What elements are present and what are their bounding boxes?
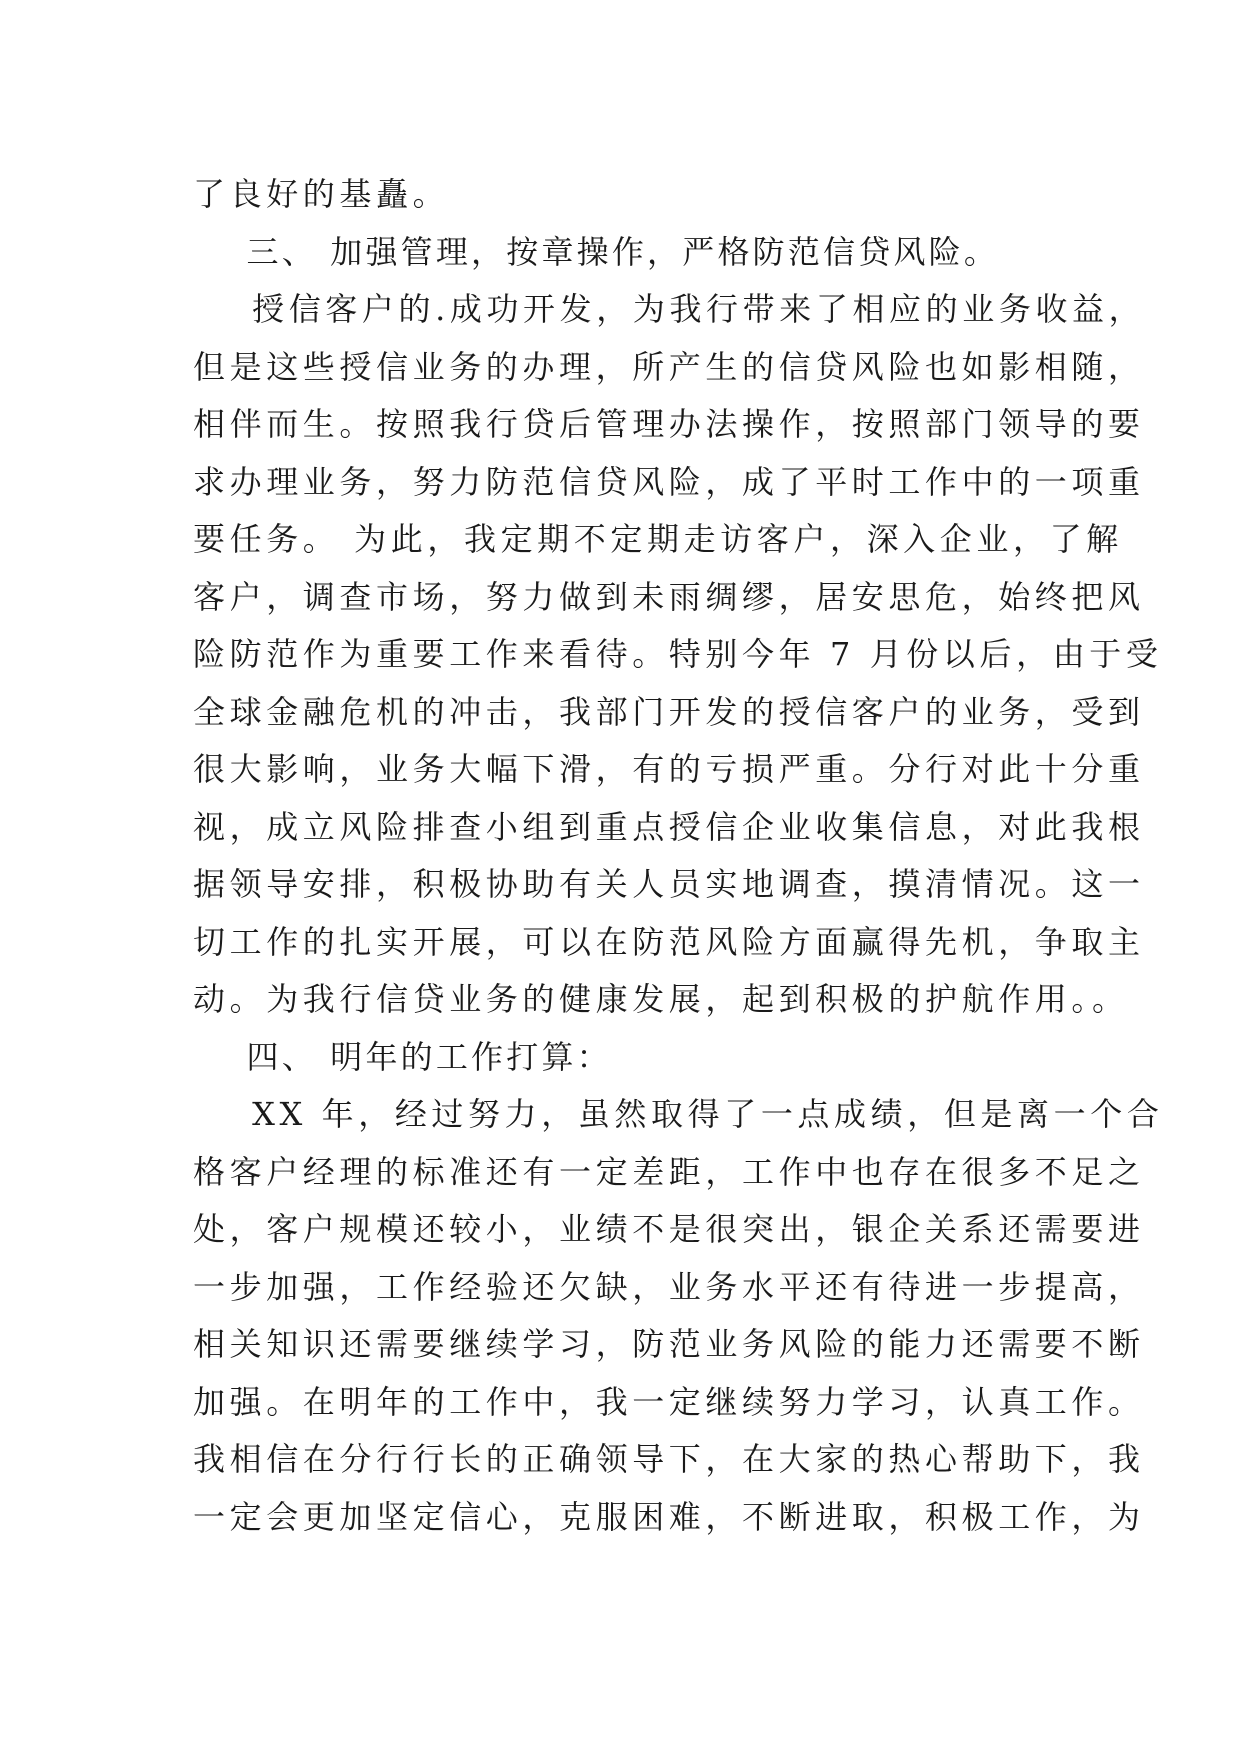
text-line: 很大影响，业务大幅下滑，有的亏损严重。分行对此十分重	[193, 750, 1145, 788]
text-line: 全球金融危机的冲击，我部门开发的授信客户的业务，受到	[193, 692, 1145, 731]
text-line: 据领导安排，积极协助有关人员实地调查，摸清情况。这一	[193, 865, 1145, 903]
text-line: 险防范作为重要工作来看待。特别今年 7 月份以后，由于受	[193, 635, 1163, 673]
text-line: 处，客户规模还较小，业绩不是很突出，银企关系还需要进	[193, 1210, 1145, 1248]
text-line: 视，成立风险排查小组到重点授信企业收集信息，对此我根	[193, 807, 1145, 846]
text-line: 一定会更加坚定信心，克服困难，不断进取，积极工作，为	[193, 1497, 1145, 1536]
text-line: 相关知识还需要继续学习，防范业务风险的能力还需要不断	[193, 1325, 1145, 1363]
body-text	[193, 166, 1164, 1546]
text-line: 我相信在分行行长的正确领导下，在大家的热心帮助下，我	[193, 1440, 1145, 1478]
section-heading: 三、 加强管理，按章操作，严格防范信贷风险。	[193, 232, 1000, 271]
text-line: 动。为我行信贷业务的健康发展，起到积极的护航作用。。	[193, 980, 1129, 1018]
text-line: 格客户经理的标准还有一定差距，工作中也存在很多不足之	[193, 1152, 1145, 1191]
text-line: 相伴而生。按照我行贷后管理办法操作，按照部门领导的要	[193, 405, 1145, 443]
text-line: 但是这些授信业务的办理，所产生的信贷风险也如影相随，	[193, 347, 1145, 386]
text-line: 客户，调查市场，努力做到未雨绸缪，居安思危，始终把风	[193, 577, 1145, 616]
text-line: 授信客户的.成功开发，为我行带来了相应的业务收益，	[193, 290, 1146, 328]
text-line: 了良好的基矗。	[193, 175, 450, 213]
section-heading: 四、 明年的工作打算：	[193, 1037, 612, 1076]
text-line: 求办理业务，努力防范信贷风险，成了平时工作中的一项重	[193, 462, 1145, 501]
text-line: 要任务。 为此，我定期不定期走访客户，深入企业，了解	[193, 520, 1123, 558]
text-line: 加强。在明年的工作中，我一定继续努力学习，认真工作。	[193, 1382, 1145, 1421]
text-line: 一步加强，工作经验还欠缺，业务水平还有待进一步提高，	[193, 1267, 1145, 1306]
text-line: XX 年，经过努力，虽然取得了一点成绩，但是离一个合	[193, 1095, 1164, 1133]
text-line: 切工作的扎实开展，可以在防范风险方面赢得先机，争取主	[193, 922, 1145, 961]
